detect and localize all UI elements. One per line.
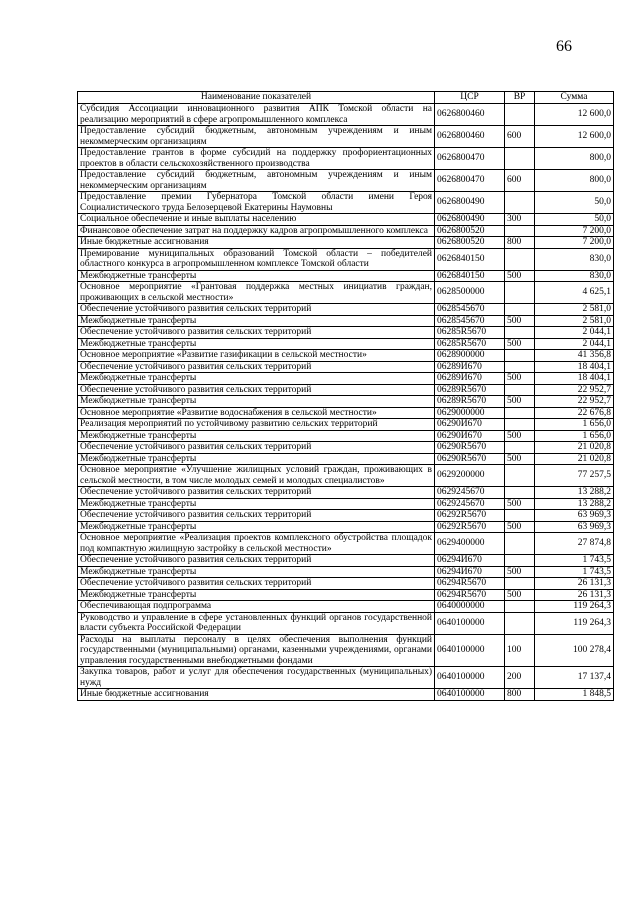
row-csr-cell: 0626800470 (435, 170, 505, 192)
row-sum-cell: 7 200,0 (535, 237, 614, 249)
row-vr-cell (505, 104, 535, 126)
row-sum-cell: 7 200,0 (535, 225, 614, 237)
row-csr-cell: 0629200000 (435, 465, 505, 487)
row-vr-cell: 500 (505, 498, 535, 510)
table-row (78, 350, 614, 362)
table-row (78, 589, 614, 601)
row-name-cell: Предоставление субсидий бюджетным, автономным учреждениям и иным некоммерческим организациям (78, 170, 435, 192)
row-name-cell: Социальное обеспечение и иные выплаты населению (78, 214, 435, 226)
row-sum-cell: 100 278,4 (535, 634, 614, 667)
table-row (78, 384, 614, 396)
row-sum-cell: 119 264,3 (535, 601, 614, 613)
row-vr-cell (505, 148, 535, 170)
row-vr-cell: 600 (505, 170, 535, 192)
table-row (78, 612, 614, 634)
table-row (78, 361, 614, 373)
row-name-cell: Основное мероприятие «Развитие газификации в сельской местности» (78, 350, 435, 362)
row-name-cell: Межбюджетные трансферты (78, 453, 435, 465)
row-sum-cell: 26 131,3 (535, 589, 614, 601)
table-row (78, 126, 614, 148)
row-sum-cell: 22 952,7 (535, 384, 614, 396)
row-sum-cell: 50,0 (535, 192, 614, 214)
row-vr-cell (505, 248, 535, 270)
page-number: 66 (556, 38, 572, 55)
table-row (78, 270, 614, 282)
row-name-cell: Межбюджетные трансферты (78, 589, 435, 601)
table-row (78, 148, 614, 170)
row-vr-cell (505, 350, 535, 362)
header-name: Наименование показателей (78, 92, 435, 104)
row-csr-cell: 0640100000 (435, 689, 505, 701)
row-csr-cell: 0640100000 (435, 634, 505, 667)
row-vr-cell (505, 510, 535, 522)
row-sum-cell: 13 288,2 (535, 498, 614, 510)
row-vr-cell: 500 (505, 566, 535, 578)
row-csr-cell: 0626800520 (435, 237, 505, 249)
row-vr-cell: 200 (505, 667, 535, 689)
row-vr-cell: 800 (505, 689, 535, 701)
header-csr: ЦСР (435, 92, 505, 104)
row-vr-cell (505, 361, 535, 373)
row-csr-cell: 0629000000 (435, 407, 505, 419)
table-row (78, 282, 614, 304)
table-row (78, 601, 614, 613)
table-row (78, 170, 614, 192)
table-row (78, 192, 614, 214)
table-body (78, 104, 614, 701)
row-sum-cell: 18 404,1 (535, 373, 614, 385)
row-sum-cell: 17 137,4 (535, 667, 614, 689)
row-name-cell: Обеспечение устойчивого развития сельских территорий (78, 555, 435, 567)
row-vr-cell: 500 (505, 315, 535, 327)
row-name-cell: Реализация мероприятий по устойчивому развитию сельских территорий (78, 419, 435, 431)
table-header-row (78, 92, 614, 104)
row-csr-cell: 0640100000 (435, 612, 505, 634)
table-row (78, 453, 614, 465)
row-name-cell: Обеспечение устойчивого развития сельских территорий (78, 304, 435, 316)
row-name-cell: Межбюджетные трансферты (78, 396, 435, 408)
table-row (78, 442, 614, 454)
row-vr-cell (505, 555, 535, 567)
row-vr-cell: 500 (505, 521, 535, 533)
row-vr-cell (505, 419, 535, 431)
table-row (78, 566, 614, 578)
row-sum-cell: 21 020,8 (535, 453, 614, 465)
row-csr-cell: 06294И670 (435, 555, 505, 567)
table-row (78, 396, 614, 408)
row-name-cell: Основное мероприятие «Улучшение жилищных условий граждан, проживающих в сельской местности, в том числе молодых семей и молодых специалистов» (78, 465, 435, 487)
row-name-cell: Субсидия Ассоциации инновационного развития АПК Томской области на реализацию мероприятий в сфере агропромышленного комплекса (78, 104, 435, 126)
row-csr-cell: 0628500000 (435, 282, 505, 304)
row-csr-cell: 06292R5670 (435, 521, 505, 533)
row-name-cell: Обеспечение устойчивого развития сельских территорий (78, 442, 435, 454)
row-sum-cell: 2 044,1 (535, 338, 614, 350)
table-row (78, 498, 614, 510)
row-vr-cell (505, 327, 535, 339)
row-csr-cell: 0628900000 (435, 350, 505, 362)
row-sum-cell: 12 600,0 (535, 104, 614, 126)
row-name-cell: Межбюджетные трансферты (78, 521, 435, 533)
row-name-cell: Предоставление субсидий бюджетным, автономным учреждениям и иным некоммерческим организациям (78, 126, 435, 148)
row-sum-cell: 1 656,0 (535, 419, 614, 431)
row-sum-cell: 830,0 (535, 248, 614, 270)
table-row (78, 487, 614, 499)
row-sum-cell: 2 581,0 (535, 304, 614, 316)
row-vr-cell (505, 282, 535, 304)
table-row (78, 419, 614, 431)
table-row (78, 214, 614, 226)
table-row (78, 248, 614, 270)
row-sum-cell: 1 743,5 (535, 555, 614, 567)
row-csr-cell: 06292R5670 (435, 510, 505, 522)
row-sum-cell: 1 743,5 (535, 566, 614, 578)
table-row (78, 430, 614, 442)
row-sum-cell: 830,0 (535, 270, 614, 282)
row-vr-cell: 500 (505, 453, 535, 465)
row-sum-cell: 63 969,3 (535, 521, 614, 533)
row-csr-cell: 0628545670 (435, 304, 505, 316)
row-name-cell: Закупка товаров, работ и услуг для обеспечения государственных (муниципальных) нужд (78, 667, 435, 689)
row-vr-cell (505, 442, 535, 454)
row-name-cell: Основное мероприятие «Реализация проектов комплексного обустройства площадок под компактную жилищную застройку в сельской местности» (78, 533, 435, 555)
row-name-cell: Предоставление премии Губернатора Томской области имени Героя Социалистического труда Белозерцевой Екатерины Наумовны (78, 192, 435, 214)
table-row (78, 407, 614, 419)
row-sum-cell: 1 656,0 (535, 430, 614, 442)
row-name-cell: Обеспечение устойчивого развития сельских территорий (78, 578, 435, 590)
table-row (78, 225, 614, 237)
row-sum-cell: 27 874,8 (535, 533, 614, 555)
row-vr-cell (505, 304, 535, 316)
row-name-cell: Иные бюджетные ассигнования (78, 689, 435, 701)
row-vr-cell (505, 225, 535, 237)
table-row (78, 338, 614, 350)
row-csr-cell: 0626840150 (435, 248, 505, 270)
row-vr-cell: 500 (505, 396, 535, 408)
table-row (78, 533, 614, 555)
row-csr-cell: 0629400000 (435, 533, 505, 555)
row-sum-cell: 41 356,8 (535, 350, 614, 362)
row-csr-cell: 0626800460 (435, 104, 505, 126)
row-csr-cell: 0628545670 (435, 315, 505, 327)
row-sum-cell: 1 848,5 (535, 689, 614, 701)
row-sum-cell: 13 288,2 (535, 487, 614, 499)
row-name-cell: Финансовое обеспечение затрат на поддержку кадров агропромышленного комплекса (78, 225, 435, 237)
header-sum: Сумма (535, 92, 614, 104)
row-name-cell: Обеспечение устойчивого развития сельских территорий (78, 487, 435, 499)
table-row (78, 555, 614, 567)
row-name-cell: Обеспечение устойчивого развития сельских территорий (78, 510, 435, 522)
row-name-cell: Основное мероприятие «Развитие водоснабжения в сельской местности» (78, 407, 435, 419)
row-vr-cell (505, 533, 535, 555)
table-row (78, 510, 614, 522)
row-vr-cell: 500 (505, 270, 535, 282)
row-name-cell: Иные бюджетные ассигнования (78, 237, 435, 249)
row-sum-cell: 12 600,0 (535, 126, 614, 148)
row-name-cell: Расходы на выплаты персоналу в целях обеспечения выполнения функций государственными (муниципальными) органами, казенными учреждениями, органами управления государственными внебюджетными фондами (78, 634, 435, 667)
table-row (78, 237, 614, 249)
row-sum-cell: 119 264,3 (535, 612, 614, 634)
row-vr-cell (505, 601, 535, 613)
row-sum-cell: 800,0 (535, 170, 614, 192)
row-csr-cell: 06290И670 (435, 419, 505, 431)
table-row (78, 373, 614, 385)
table-row (78, 327, 614, 339)
row-csr-cell: 06294R5670 (435, 589, 505, 601)
row-csr-cell: 0640100000 (435, 667, 505, 689)
row-vr-cell (505, 487, 535, 499)
row-csr-cell: 0626800490 (435, 192, 505, 214)
table-row (78, 689, 614, 701)
row-name-cell: Руководство и управление в сфере установленных функций органов государственной власти субъекта Российской Федерации (78, 612, 435, 634)
row-name-cell: Предоставление грантов в форме субсидий на поддержку профориентационных проектов в области сельскохозяйственного производства (78, 148, 435, 170)
row-vr-cell: 100 (505, 634, 535, 667)
row-vr-cell: 500 (505, 589, 535, 601)
row-name-cell: Обеспечение устойчивого развития сельских территорий (78, 384, 435, 396)
row-csr-cell: 0626840150 (435, 270, 505, 282)
row-csr-cell: 0629245670 (435, 498, 505, 510)
row-name-cell: Межбюджетные трансферты (78, 498, 435, 510)
row-vr-cell: 500 (505, 373, 535, 385)
row-sum-cell: 63 969,3 (535, 510, 614, 522)
table-row (78, 634, 614, 667)
row-csr-cell: 0626800460 (435, 126, 505, 148)
row-name-cell: Межбюджетные трансферты (78, 315, 435, 327)
row-name-cell: Межбюджетные трансферты (78, 430, 435, 442)
row-name-cell: Премирование муниципальных образований Томской области – победителей областного конкурса в агропромышленном комплексе Томской области (78, 248, 435, 270)
row-csr-cell: 06294И670 (435, 566, 505, 578)
row-name-cell: Обеспечение устойчивого развития сельских территорий (78, 327, 435, 339)
row-sum-cell: 77 257,5 (535, 465, 614, 487)
row-name-cell: Межбюджетные трансферты (78, 566, 435, 578)
row-vr-cell: 800 (505, 237, 535, 249)
row-name-cell: Межбюджетные трансферты (78, 373, 435, 385)
row-name-cell: Основное мероприятие «Грантовая поддержка местных инициатив граждан, проживающих в сельской местности» (78, 282, 435, 304)
row-csr-cell: 06289И670 (435, 361, 505, 373)
row-csr-cell: 06290R5670 (435, 442, 505, 454)
row-sum-cell: 50,0 (535, 214, 614, 226)
row-sum-cell: 22 676,8 (535, 407, 614, 419)
row-name-cell: Обеспечение устойчивого развития сельских территорий (78, 361, 435, 373)
row-vr-cell: 500 (505, 338, 535, 350)
table-row (78, 667, 614, 689)
row-name-cell: Межбюджетные трансферты (78, 338, 435, 350)
row-vr-cell (505, 384, 535, 396)
table-row (78, 315, 614, 327)
row-sum-cell: 21 020,8 (535, 442, 614, 454)
row-name-cell: Обеспечивающая подпрограмма (78, 601, 435, 613)
row-csr-cell: 06285R5670 (435, 338, 505, 350)
row-sum-cell: 26 131,3 (535, 578, 614, 590)
row-vr-cell (505, 578, 535, 590)
row-vr-cell (505, 465, 535, 487)
table-row (78, 578, 614, 590)
row-csr-cell: 0626800520 (435, 225, 505, 237)
row-sum-cell: 2 581,0 (535, 315, 614, 327)
row-sum-cell: 22 952,7 (535, 396, 614, 408)
row-csr-cell: 06289R5670 (435, 396, 505, 408)
row-sum-cell: 18 404,1 (535, 361, 614, 373)
table-row (78, 521, 614, 533)
row-csr-cell: 0626800470 (435, 148, 505, 170)
row-vr-cell: 500 (505, 430, 535, 442)
row-csr-cell: 06294R5670 (435, 578, 505, 590)
row-csr-cell: 06289R5670 (435, 384, 505, 396)
row-vr-cell (505, 407, 535, 419)
row-csr-cell: 0629245670 (435, 487, 505, 499)
row-csr-cell: 0626800490 (435, 214, 505, 226)
row-vr-cell (505, 192, 535, 214)
table-row (78, 304, 614, 316)
row-csr-cell: 06285R5670 (435, 327, 505, 339)
row-sum-cell: 4 625,1 (535, 282, 614, 304)
row-csr-cell: 06290R5670 (435, 453, 505, 465)
budget-table (77, 91, 614, 701)
row-sum-cell: 800,0 (535, 148, 614, 170)
row-name-cell: Межбюджетные трансферты (78, 270, 435, 282)
row-csr-cell: 06289И670 (435, 373, 505, 385)
row-vr-cell: 300 (505, 214, 535, 226)
row-csr-cell: 0640000000 (435, 601, 505, 613)
row-sum-cell: 2 044,1 (535, 327, 614, 339)
row-csr-cell: 06290И670 (435, 430, 505, 442)
header-vr: ВР (505, 92, 535, 104)
row-vr-cell (505, 612, 535, 634)
row-vr-cell: 600 (505, 126, 535, 148)
table-row (78, 104, 614, 126)
table-row (78, 465, 614, 487)
